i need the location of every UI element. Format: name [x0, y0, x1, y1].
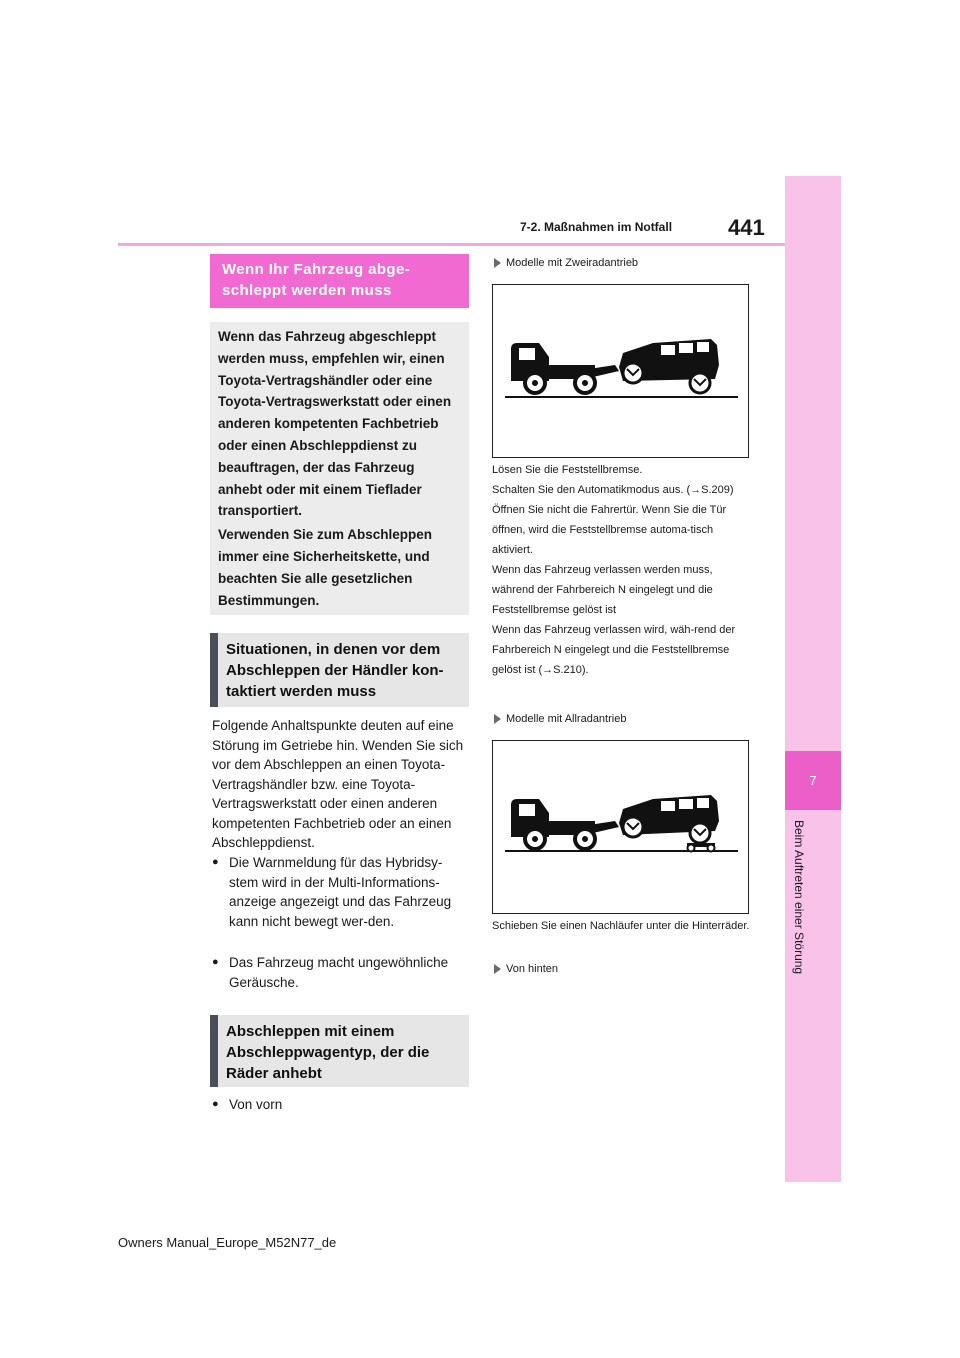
bullet-warning-message: ● Die Warnmeldung für das Hybridsy-stem wird in der Multi-Informations-anzeige angezeigt und das Fahrzeug kann nicht bewegt wer-den.	[212, 853, 470, 931]
body-transmission-fault: Folgende Anhaltspunkte deuten auf eine Störung im Getriebe hin. Wenden Sie sich vor dem Abschleppen an einen Toyota-Vertragshändler bzw. eine Toyota-Vertragswerkstatt oder einen anderen kompetenten Fachbetrieb oder an einen Abschleppdienst.	[212, 718, 464, 850]
instruction-auto-mode-off: Schalten Sie den Automatikmodus aus. (→S.209)	[492, 484, 734, 496]
instruction-leave-vehicle-2: Wenn das Fahrzeug verlassen wird, wäh-rend der Fahrbereich N eingelegt und die Feststellbremse gelöst ist (→S.210).	[492, 624, 736, 676]
instruction-dolly: Schieben Sie einen Nachläufer unter die Hinterräder.	[492, 920, 750, 932]
footer-document-id: Owners Manual_Europe_M52N77_de	[118, 1235, 337, 1250]
instruction-release-parking-brake: Lösen Sie die Feststellbremse.	[492, 464, 643, 476]
instruction-leave-vehicle-1: Wenn das Fahrzeug verlassen werden muss, während der Fahrbereich N eingelegt und die Feststellbremse gelöst ist	[492, 564, 713, 616]
instruction-driver-door: Öffnen Sie nicht die Fahrertür. Wenn Sie die Tür öffnen, wird die Feststellbremse automa-tisch aktiviert.	[492, 504, 727, 556]
chapter-side-band	[785, 176, 841, 1182]
intro-paragraph-1: Wenn das Fahrzeug abgeschleppt werden muss, empfehlen wir, einen Toyota-Vertragshändler oder eine Toyota-Vertragswerkstatt oder einen anderen kompetenten Fachbetrieb oder einen Abschleppdienst zu beauftragen, der das Fahrzeug anhebt oder mit einem Tieflader transportiert.	[218, 329, 452, 519]
header-divider	[118, 243, 785, 246]
bullet-unusual-noise: ● Das Fahrzeug macht ungewöhnliche Geräusche.	[212, 953, 470, 992]
label-all-wheel-drive: Modelle mit Allradantrieb	[492, 712, 626, 726]
subheading-wheel-lift: Abschleppen mit einem Abschleppwagentyp, der die Räder anhebt	[210, 1015, 469, 1087]
label-from-rear: Von hinten	[492, 962, 558, 976]
main-heading: Wenn Ihr Fahrzeug abge-schleppt werden muss	[210, 254, 469, 308]
tow-truck-lifting-front-wheels-icon	[493, 285, 748, 457]
figure-wheel-lift-4wd	[492, 740, 749, 914]
label-two-wheel-drive: Modelle mit Zweiradantrieb	[492, 256, 638, 270]
instructions-two-wheel-drive	[492, 460, 754, 680]
tow-truck-with-dolly-icon	[493, 741, 748, 913]
intro-box	[210, 322, 469, 615]
intro-paragraph-2: Verwenden Sie zum Abschleppen immer eine Sicherheitskette, und beachten Sie alle gesetzlichen Bestimmungen.	[218, 527, 433, 608]
chapter-title: Beim Auftreten einer Störung	[792, 820, 806, 975]
page-number: 441	[728, 215, 765, 240]
subheading-dealer-contact: Situationen, in denen vor dem Abschleppen der Händler kon-taktiert werden muss	[210, 633, 469, 707]
section-title: 7-2. Maßnahmen im Notfall	[520, 220, 673, 234]
bullet-from-front: ● Von vorn	[212, 1095, 470, 1115]
figure-wheel-lift-2wd	[492, 284, 749, 458]
chapter-number-tab[interactable]: 7	[785, 751, 841, 810]
